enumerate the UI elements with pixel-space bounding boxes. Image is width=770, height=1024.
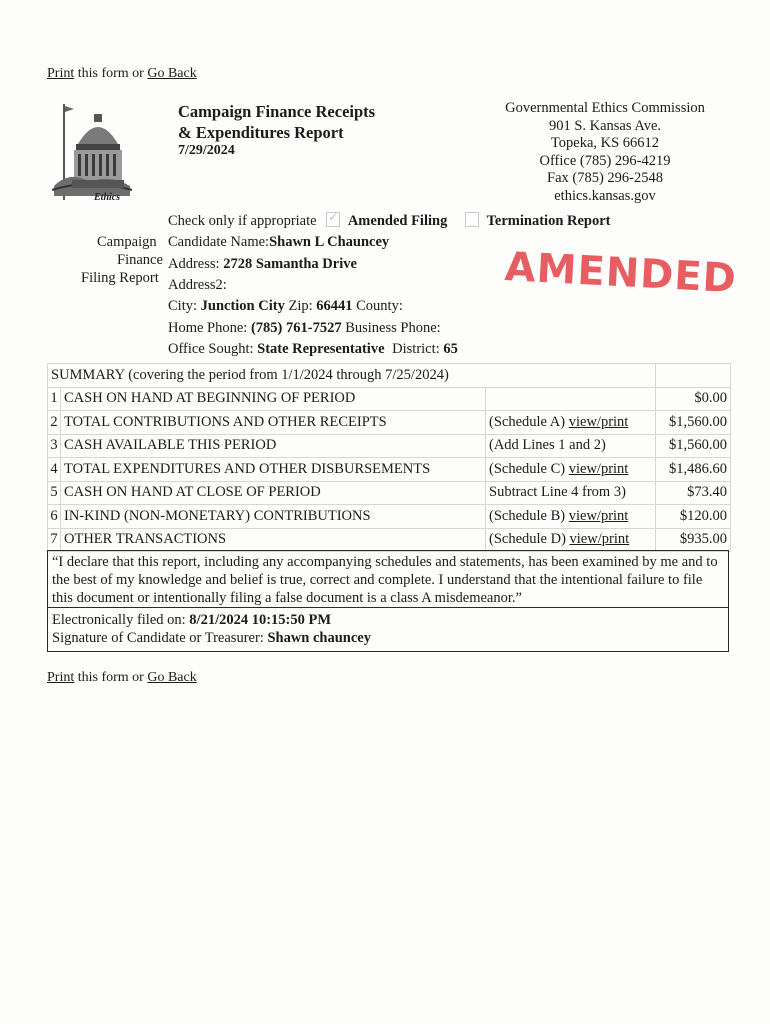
report-date: 7/29/2024 xyxy=(178,143,235,158)
summary-row xyxy=(48,458,731,482)
summary-table xyxy=(47,363,731,552)
zip-value: 66441 xyxy=(316,298,353,314)
summary-header: SUMMARY (covering the period from 1/1/2024 through 7/25/2024) xyxy=(48,364,656,388)
county-label: County: xyxy=(356,298,403,314)
declaration-box xyxy=(47,550,729,608)
home-phone-value: (785) 761-7527 xyxy=(250,320,342,336)
logo-text: Ethics xyxy=(94,192,121,203)
summary-row xyxy=(48,528,731,552)
address-value: 2728 Samantha Drive xyxy=(223,256,357,272)
summary-amount: $1,560.00 xyxy=(656,411,731,435)
summary-row xyxy=(48,481,731,505)
schedule-reference: (Schedule A) xyxy=(489,413,566,430)
summary-row xyxy=(48,505,731,529)
summary-line-number: 1 xyxy=(48,387,61,411)
schedule-reference: (Schedule C) xyxy=(489,460,566,477)
view-print-link[interactable]: view/print xyxy=(568,507,629,524)
phone-row xyxy=(168,320,441,337)
schedule-reference: (Add Lines 1 and 2) xyxy=(489,437,606,454)
summary-line-number: 6 xyxy=(48,505,61,529)
summary-line-number: 3 xyxy=(48,434,61,458)
summary-line-description: CASH ON HAND AT BEGINNING OF PERIOD xyxy=(61,387,486,411)
summary-schedule-cell xyxy=(486,411,656,435)
signature-row xyxy=(52,629,724,647)
side-label-campaign: Campaign xyxy=(97,234,157,250)
filed-label: Electronically filed on: xyxy=(52,612,186,628)
candidate-name-row xyxy=(168,234,389,251)
report-title-line2: & Expenditures Report xyxy=(178,123,344,142)
termination-report-checkbox[interactable] xyxy=(465,212,479,227)
summary-amount: $0.00 xyxy=(656,387,731,411)
filing-info-box xyxy=(47,608,729,652)
filed-date: 8/21/2024 10:15:50 PM xyxy=(189,612,332,628)
schedule-reference: Subtract Line 4 from 3) xyxy=(489,484,626,501)
amended-filing-label: Amended Filing xyxy=(347,213,448,229)
bottom-nav xyxy=(47,670,197,686)
business-phone-label: Business Phone: xyxy=(345,320,441,336)
summary-header-row xyxy=(48,364,731,388)
summary-amount: $935.00 xyxy=(656,528,731,552)
report-title xyxy=(178,101,375,143)
city-value: Junction City xyxy=(200,298,285,314)
view-print-link[interactable]: view/print xyxy=(568,413,629,430)
summary-schedule-cell xyxy=(486,387,656,411)
summary-line-number: 2 xyxy=(48,411,61,435)
declaration-text: “I declare that this report, including any accompanying schedules and statements, has been examined by me and to the best of my knowledge and belief is true, correct and complete. I understand that the intentional failure to file this document or intentionally filing a false document is a class A misdemeanor.” xyxy=(52,554,718,606)
city-label: City: xyxy=(168,298,198,314)
filing-type-line xyxy=(168,212,611,230)
signature-label: Signature of Candidate or Treasurer: xyxy=(52,630,264,646)
address2-row xyxy=(168,277,227,294)
summary-schedule-cell xyxy=(486,434,656,458)
schedule-reference: (Schedule B) xyxy=(489,507,566,524)
nav-connector-text-bottom: this form or xyxy=(77,670,144,685)
summary-line-description: TOTAL EXPENDITURES AND OTHER DISBURSEMENTS xyxy=(61,458,486,482)
candidate-name-label: Candidate Name: xyxy=(168,234,270,250)
print-link[interactable]: Print xyxy=(47,66,75,81)
report-title-line1: Campaign Finance Receipts xyxy=(178,102,376,121)
nav-connector-text: this form or xyxy=(77,66,144,81)
summary-line-number: 7 xyxy=(48,528,61,552)
summary-line-description: CASH ON HAND AT CLOSE OF PERIOD xyxy=(61,481,486,505)
commission-office-phone: Office (785) 296-4219 xyxy=(539,152,671,169)
go-back-link-bottom[interactable]: Go Back xyxy=(147,670,197,685)
address-row xyxy=(168,256,357,273)
summary-line-number: 4 xyxy=(48,458,61,482)
summary-row xyxy=(48,387,731,411)
summary-amount: $73.40 xyxy=(656,481,731,505)
office-row xyxy=(168,341,458,358)
commission-street: 901 S. Kansas Ave. xyxy=(548,117,662,134)
district-label: District: xyxy=(392,341,440,357)
summary-row xyxy=(48,434,731,458)
ethics-seal-logo xyxy=(50,100,134,204)
commission-fax: Fax (785) 296-2548 xyxy=(547,170,663,187)
top-nav xyxy=(47,66,197,82)
commission-website: ethics.kansas.gov xyxy=(554,187,656,204)
summary-amount: $1,486.60 xyxy=(656,458,731,482)
commission-name: Governmental Ethics Commission xyxy=(505,100,705,116)
candidate-name-value: Shawn L Chauncey xyxy=(269,234,390,250)
termination-report-label: Termination Report xyxy=(486,213,611,229)
schedule-reference: (Schedule D) xyxy=(489,531,566,548)
summary-line-description: IN-KIND (NON-MONETARY) CONTRIBUTIONS xyxy=(61,505,486,529)
summary-schedule-cell xyxy=(486,528,656,552)
signature-value: Shawn chauncey xyxy=(267,630,371,646)
side-label-filing-report: Filing Report xyxy=(81,270,159,286)
address-label: Address: xyxy=(168,256,220,272)
go-back-link[interactable]: Go Back xyxy=(147,66,197,81)
print-link-bottom[interactable]: Print xyxy=(47,670,75,685)
summary-schedule-cell xyxy=(486,505,656,529)
address2-label: Address2: xyxy=(168,277,227,293)
filing-type-prompt: Check only if appropriate xyxy=(168,213,317,229)
view-print-link[interactable]: view/print xyxy=(569,531,630,548)
office-sought-label: Office Sought: xyxy=(168,341,254,357)
office-sought-value: State Representative xyxy=(257,341,385,357)
summary-row xyxy=(48,411,731,435)
summary-schedule-cell xyxy=(486,481,656,505)
summary-line-description: TOTAL CONTRIBUTIONS AND OTHER RECEIPTS xyxy=(61,411,486,435)
summary-line-description: OTHER TRANSACTIONS xyxy=(61,528,486,552)
view-print-link[interactable]: view/print xyxy=(568,460,629,477)
home-phone-label: Home Phone: xyxy=(168,320,248,336)
filed-row xyxy=(52,611,724,629)
amended-stamp: AMENDED xyxy=(503,244,738,303)
summary-amount: $120.00 xyxy=(656,505,731,529)
summary-schedule-cell xyxy=(486,458,656,482)
zip-label: Zip: xyxy=(288,298,313,314)
city-row xyxy=(168,298,403,315)
summary-line-description: CASH AVAILABLE THIS PERIOD xyxy=(61,434,486,458)
summary-amount: $1,560.00 xyxy=(656,434,731,458)
amended-filing-checkbox[interactable] xyxy=(326,212,340,227)
commission-city: Topeka, KS 66612 xyxy=(550,135,660,152)
side-label-finance: Finance xyxy=(117,252,163,268)
summary-line-number: 5 xyxy=(48,481,61,505)
commission-address-block xyxy=(470,100,740,206)
district-value: 65 xyxy=(443,341,458,357)
